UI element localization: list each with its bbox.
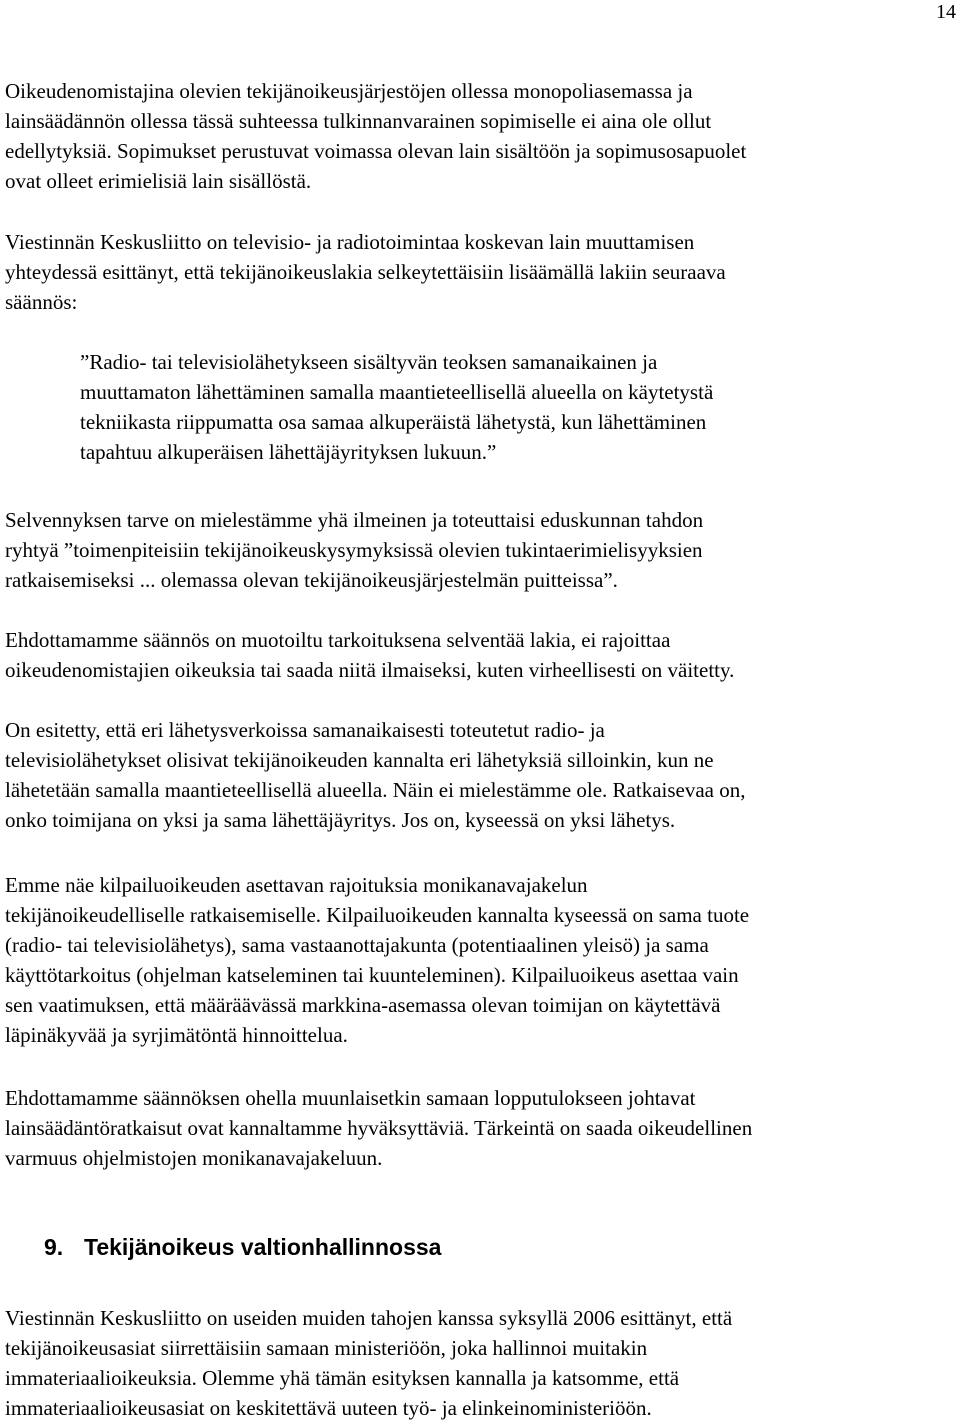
text-line: ratkaisemiseksi ... olemassa olevan tekijänoikeusjärjestelmän puitteissa”. <box>5 568 618 592</box>
paragraph-monopoly <box>5 76 950 196</box>
text-line: ovat olleet erimielisiä lain sisällöstä. <box>5 169 312 193</box>
text-line: On esitetty, että eri lähetysverkoissa samanaikaisesti toteutetut radio- ja <box>5 718 605 742</box>
text-line: lainsäädännön ollessa tässä suhteessa tulkinnanvarainen sopimiselle ei aina ole ollut <box>5 109 712 133</box>
text-line: immateriaalioikeusasiat on keskitettävä uuteen työ- ja elinkeinoministeriöön. <box>5 1396 652 1420</box>
text-line: Viestinnän Keskusliitto on televisio- ja radiotoimintaa koskevan lain muuttamisen <box>5 230 695 254</box>
text-line: Oikeudenomistajina olevien tekijänoikeusjärjestöjen ollessa monopoliasemassa ja <box>5 79 693 103</box>
text-line: immateriaalioikeuksia. Olemme yhä tämän esityksen kannalla ja katsomme, että <box>5 1366 680 1390</box>
text-line: yhteydessä esittänyt, että tekijänoikeuslakia selkeytettäisiin lisäämällä lakiin seuraava <box>5 260 726 284</box>
text-line: säännös: <box>5 290 78 314</box>
text-line: Selvennyksen tarve on mielestämme yhä ilmeinen ja toteuttaisi eduskunnan tahdon <box>5 508 704 532</box>
section-heading <box>44 1232 441 1262</box>
text-line: (radio- tai televisiolähetys), sama vastaanottajakunta (potentiaalinen yleisö) ja sama <box>5 933 709 957</box>
text-line: Ehdottamamme säännöksen ohella muunlaisetkin samaan lopputulokseen johtavat <box>5 1086 696 1110</box>
quote-line: ”Radio- tai televisiolähetykseen sisältyvän teoksen samanaikainen ja <box>80 350 658 374</box>
quote-line: tekniikasta riippumatta osa samaa alkuperäistä lähetystä, kun lähettäminen <box>80 410 707 434</box>
text-line: ryhtyä ”toimenpiteisiin tekijänoikeuskysymyksissä olevien tukintaerimielisyyksien <box>5 538 703 562</box>
text-line: sen vaatimuksen, että määräävässä markkina-asemassa olevan toimijan on käytettävä <box>5 993 721 1017</box>
text-line: televisiolähetykset olisivat tekijänoikeuden kannalta eri lähetyksiä silloinkin, kun ne <box>5 748 714 772</box>
text-line: Viestinnän Keskusliitto on useiden muiden tahojen kanssa syksyllä 2006 esittänyt, että <box>5 1306 733 1330</box>
text-line: Ehdottamamme säännös on muotoiltu tarkoituksena selventää lakia, ei rajoittaa <box>5 628 671 652</box>
paragraph-purpose <box>5 625 950 685</box>
text-line: tekijänoikeudelliselle ratkaisemiselle. Kilpailuoikeuden kannalta kyseessä on sama tuote <box>5 903 750 927</box>
paragraph-alternative-solutions <box>5 1083 950 1173</box>
section-number: 9. <box>44 1234 64 1260</box>
text-line: lähetetään samalla maantieteellisellä alueella. Näin ei mielestämme ole. Ratkaisevaa on, <box>5 778 746 802</box>
paragraph-competition-law <box>5 870 950 1050</box>
text-line: käyttötarkoitus (ohjelman katseleminen tai kuunteleminen). Kilpailuoikeus asettaa vain <box>5 963 739 987</box>
quote-line: tapahtuu alkuperäisen lähettäjäyrityksen lukuun.” <box>80 440 497 464</box>
text-line: oikeudenomistajien oikeuksia tai saada niitä ilmaiseksi, kuten virheellisesti on väitetty. <box>5 658 735 682</box>
text-line: edellytyksiä. Sopimukset perustuvat voimassa olevan lain sisältöön ja sopimusosapuolet <box>5 139 747 163</box>
text-line: varmuus ohjelmistojen monikanavajakeluun. <box>5 1146 383 1170</box>
text-line: läpinäkyvää ja syrjimätöntä hinnoittelua. <box>5 1023 348 1047</box>
page-number: 14 <box>936 1 956 23</box>
text-line: lainsäädäntöratkaisut ovat kannaltamme hyväksyttäviä. Tärkeintä on saada oikeudellinen <box>5 1116 753 1140</box>
section-title: Tekijänoikeus valtionhallinnossa <box>84 1234 442 1260</box>
text-line: onko toimijana on yksi ja sama lähettäjäyritys. Jos on, kyseessä on yksi lähetys. <box>5 808 676 832</box>
text-line: Emme näe kilpailuoikeuden asettavan rajoituksia monikanavajakelun <box>5 873 588 897</box>
paragraph-proposal-intro <box>5 227 950 317</box>
paragraph-ministry <box>5 1303 950 1423</box>
proposed-provision-quote <box>80 347 940 467</box>
text-line: tekijänoikeusasiat siirrettäisiin samaan ministeriöön, joka hallinnoi muitakin <box>5 1336 648 1360</box>
paragraph-clarification-need <box>5 505 950 595</box>
quote-line: muuttamaton lähettäminen samalla maantieteellisellä alueella on käytetystä <box>80 380 714 404</box>
paragraph-broadcast-networks <box>5 715 950 835</box>
